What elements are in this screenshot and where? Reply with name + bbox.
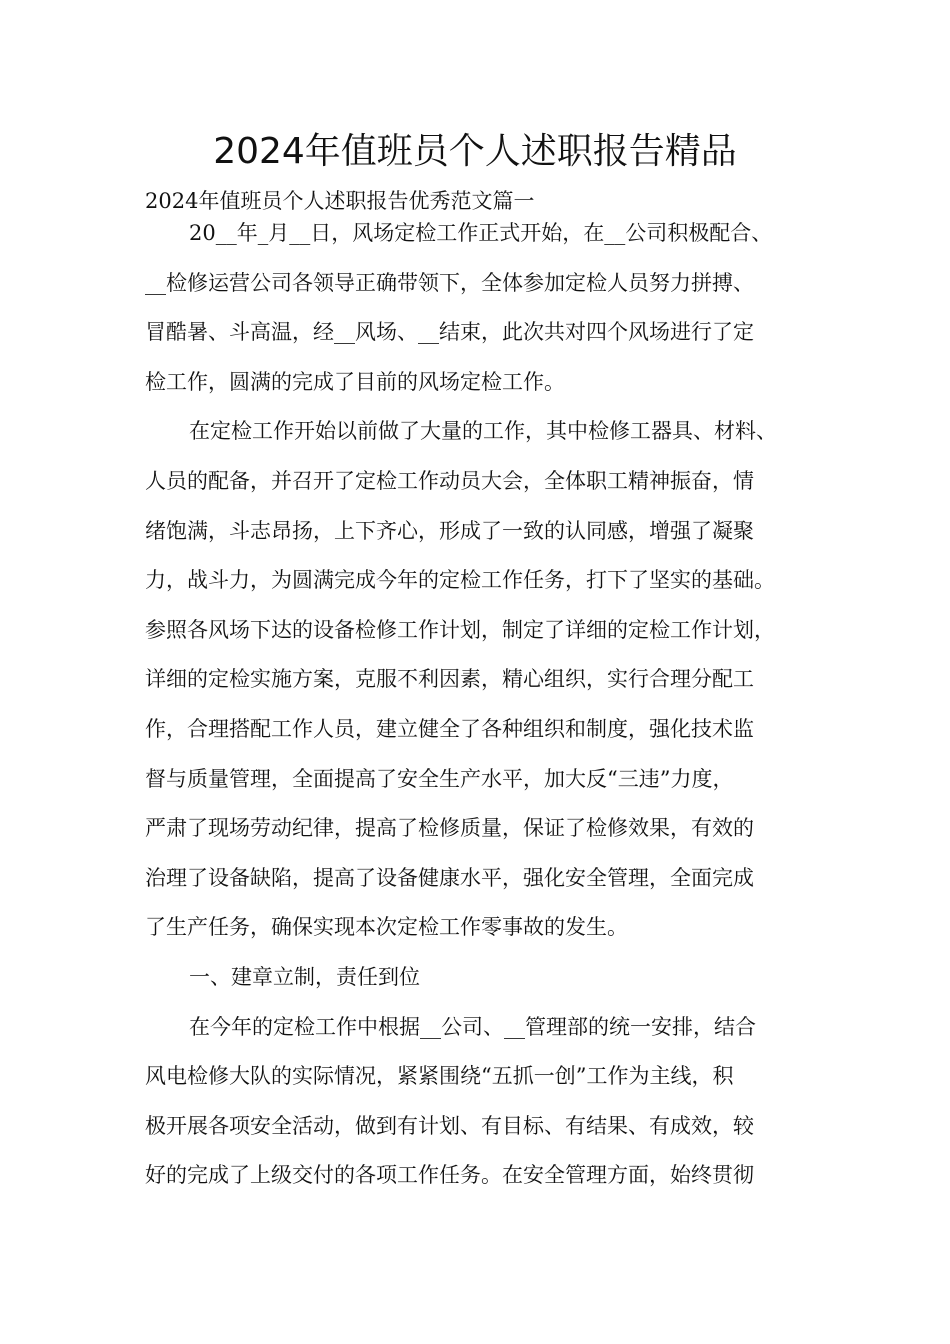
- paragraph-line: 力，战斗力，为圆满完成今年的定检工作任务，打下了坚实的基础。: [145, 568, 775, 593]
- paragraph-line: 人员的配备，并召开了定检工作动员大会，全体职工精神振奋，情: [145, 468, 754, 493]
- paragraph-line: 督与质量管理，全面提高了安全生产水平，加大反“三违”力度，: [145, 766, 734, 791]
- paragraph-line: 好的完成了上级交付的各项工作任务。在安全管理方面，始终贯彻: [145, 1163, 754, 1188]
- paragraph-line: 在定检工作开始以前做了大量的工作，其中检修工器具、材料、: [189, 419, 777, 444]
- paragraph-line: 20__年_月__日，风场定检工作正式开始，在__公司积极配合、: [189, 221, 773, 245]
- document-body: [145, 209, 825, 1201]
- document-title: 2024年值班员个人述职报告精品: [213, 131, 737, 172]
- paragraph-line: 作，合理搭配工作人员，建立健全了各种组织和制度，强化技术监: [145, 716, 754, 741]
- paragraph-line: 极开展各项安全活动，做到有计划、有目标、有结果、有成效，较: [145, 1113, 754, 1138]
- paragraph-line: 参照各风场下达的设备检修工作计划，制定了详细的定检工作计划，: [145, 617, 775, 642]
- document-subtitle: 2024年值班员个人述职报告优秀范文篇一: [145, 189, 535, 213]
- paragraph-line: 严肃了现场劳动纪律，提高了检修质量，保证了检修效果，有效的: [145, 816, 754, 841]
- paragraph-line: __检修运营公司各领导正确带领下，全体参加定检人员努力拼搏、: [145, 270, 754, 295]
- paragraph-line: 绪饱满，斗志昂扬，上下齐心，形成了一致的认同感，增强了凝聚: [145, 518, 754, 543]
- paragraph-line: 治理了设备缺陷，提高了设备健康水平，强化安全管理，全面完成: [145, 865, 754, 890]
- paragraph-line: 冒酷暑、斗高温，经__风场、__结束，此次共对四个风场进行了定: [145, 320, 754, 345]
- paragraph-line: 风电检修大队的实际情况，紧紧围绕“五抓一创”工作为主线，积: [145, 1064, 734, 1089]
- paragraph-line: 在今年的定检工作中根据__公司、__管理部的统一安排，结合: [189, 1014, 756, 1039]
- paragraph-line: 详细的定检实施方案，克服不利因素，精心组织，实行合理分配工: [145, 667, 754, 692]
- section-heading: 一、建章立制，责任到位: [189, 964, 420, 989]
- paragraph-line: 了生产任务，确保实现本次定检工作零事故的发生。: [145, 915, 628, 940]
- paragraph-line: 检工作，圆满的完成了目前的风场定检工作。: [145, 369, 565, 394]
